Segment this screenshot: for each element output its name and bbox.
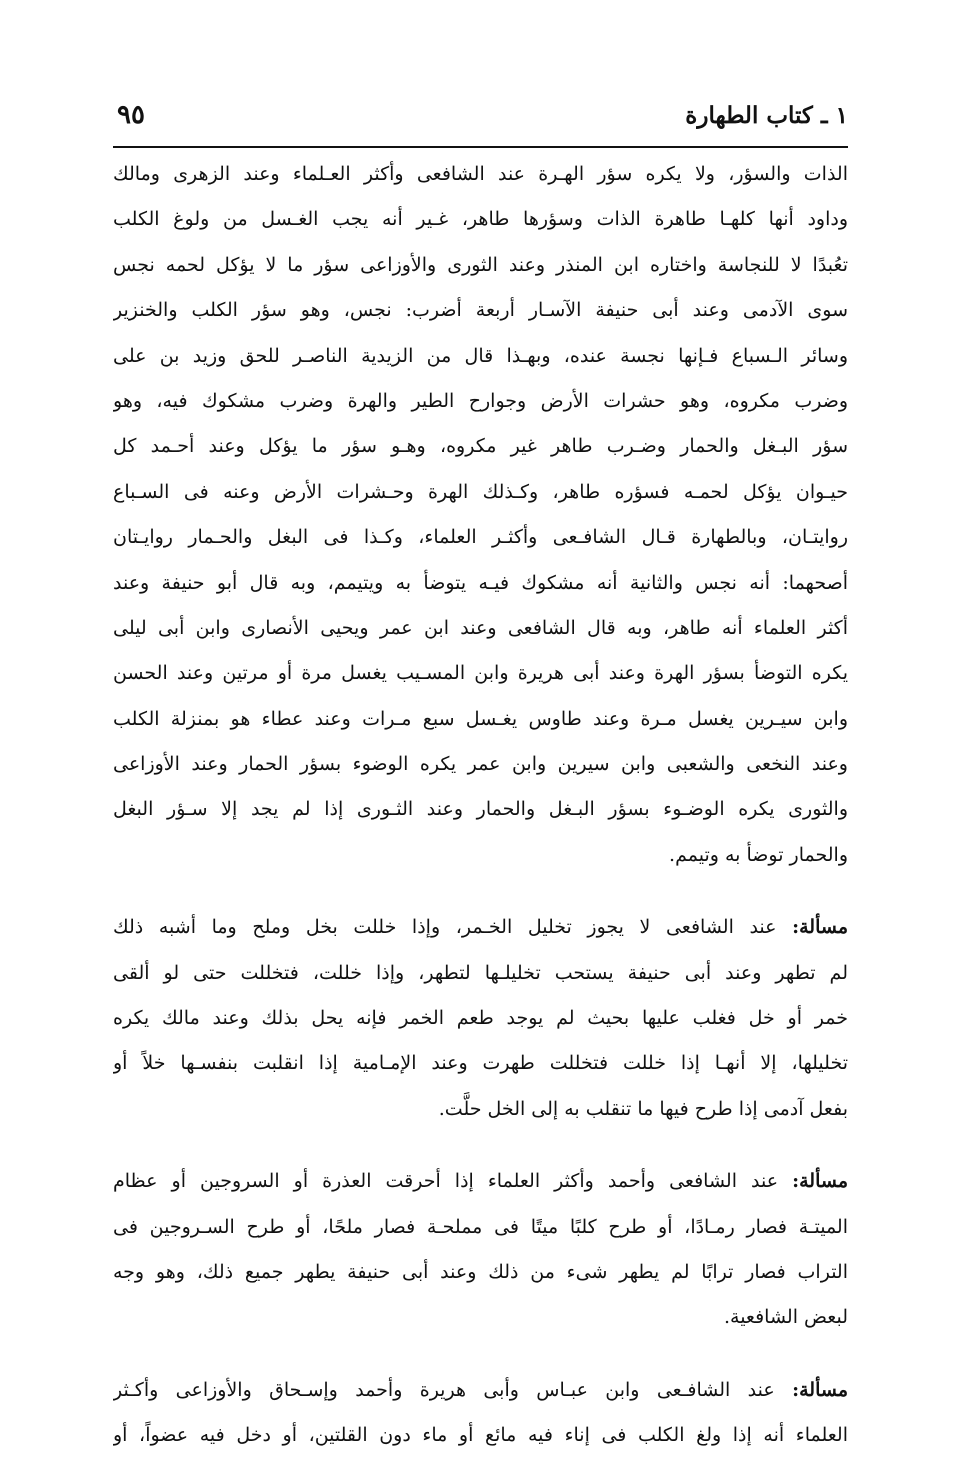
text-line: العلماء أنه إذا ولغ الكلب فى إناء فيه مائع أو ماء دون القلتين، أو دخل فيه عضواً، أو xyxy=(113,1424,848,1447)
paragraph-3 xyxy=(113,1159,848,1341)
text-line: الميتـة فصار رمـادًا، أو طرح كلبًا ميتًا فى مملحـة فصار ملحًا، أو طرح السـروجين فى xyxy=(113,1215,848,1238)
text-line xyxy=(113,1368,848,1413)
text-line: الذات والسؤر، ولا يكره سؤر الهـرة عند الشافعى وأكثر العـلماء وعند الزهرى ومالك xyxy=(113,163,848,185)
text-line: سوى الآدمى وعند أبى حنيفة الآسـار أربعة أضرب: نجس، وهو سؤر الكلب والخنزير xyxy=(113,299,848,322)
issue-label: مسألة: xyxy=(792,916,848,939)
paragraph-4 xyxy=(113,1368,848,1459)
text-line: حيـوان يؤكل لحمـه فسؤره طاهر، وكـذلك الهرة وحـشرات الأرض وعنه فى السـباع xyxy=(113,480,848,503)
header-rule xyxy=(113,146,848,148)
running-head: ١ ـ كتاب الطهارة xyxy=(685,102,848,129)
text-line: لم تطهر وعند أبى حنيفة يستحب تخليلـها لتطهر، وإذا خللت، فتخللت حتى لو ألقى xyxy=(113,961,848,984)
text-line: والحمار توضأ به وتيمم. xyxy=(669,843,848,866)
text-line: وسائر الـسباع فـإنها نجسة عنده، وبهـذا قال من الزيدية الناصـر للحق وزيد بن على xyxy=(113,344,848,367)
text-line: يكره التوضأ بسؤر الهرة وعند أبى هريرة وابن المسـيب يغسل مرة أو مرتين وعند الحسن xyxy=(113,662,848,685)
line-text: عند الشافعى لا يجوز تخليل الخـمر، وإذا خللت بخل وملح وما أشبه ذلك xyxy=(113,916,793,939)
text-line: والثورى يكره الوضـوء بسؤر البـغل والحمار وعند الثـورى إذا لم يجد إلا سـؤر البغل xyxy=(113,798,848,821)
text-line: روايتـان، وبالطهارة قـال الشافـعى وأكثـر العلماء، وكـذا فى البغل والحـمار روايـتان xyxy=(113,526,848,549)
text-line: تخليلها، إلا أنهـا إذا خللت فتخللت طهرت وعند الإمـامية إذا انقلبت بنفسـها خلاً أو xyxy=(113,1052,848,1075)
line-text: عند الشافـعى وابن عبـاس وأبى هريرة وأحمد وإسـحاق والأوزاعى وأكـثر xyxy=(113,1378,793,1401)
page-number: ٩٥ xyxy=(117,100,145,130)
page-header xyxy=(113,100,848,140)
text-line: بفعل آدمى إذا طرح فيها ما تنقلب به إلى الخل حلَّت. xyxy=(438,1097,848,1120)
text-line: لبعض الشافعية. xyxy=(723,1306,848,1329)
text-line: وضرب مكروه، وهو حشرات الأرض وجوارح الطير والهرة وضرب مشكوك فيه، وهو xyxy=(113,389,848,412)
text-line xyxy=(113,905,848,950)
text-line xyxy=(113,1159,848,1204)
text-line: وعند النخعى والشعبى وابن سيرين وابن عمر يكره الوضوء بسؤر الحمار وعند الأوزاعى xyxy=(113,753,848,776)
paragraph-gap xyxy=(113,1132,848,1159)
text-line: تعُبدًا لا للنجاسة واختاره ابن المنذر وعند الثورى والأوزاعى سؤر ما لا يؤكل لحمه نجس xyxy=(113,253,848,276)
paragraph-gap xyxy=(113,878,848,905)
issue-label: مسألة: xyxy=(792,1378,848,1401)
text-line: التراب فصار ترابًا لم يطهر شىء من ذلك وعند أبى حنيفة يطهر جميع ذلك، وهو وجه xyxy=(113,1260,848,1283)
text-line: وداود أنها كلهـا طاهرة الذات وسؤرها طاهر، غـير أنه يجب الغـسل من ولوغ الكلب xyxy=(113,208,848,231)
body-text xyxy=(113,152,848,1459)
text-line: سؤر البـغل والحمار وضـرب طاهر غير مكروه، وهـو سؤر ما يؤكل وعند أحـمد كل xyxy=(113,435,848,458)
text-line: أكثر العلماء أنه طاهر، وبه قال الشافعى وعند ابن عمر ويحيى الأنصارى وابن أبى ليلى xyxy=(113,616,848,639)
paragraph-1 xyxy=(113,152,848,878)
paragraph-2 xyxy=(113,905,848,1132)
paragraph-gap xyxy=(113,1341,848,1368)
text-line: أصحهما: أنه نجس والثانية أنه مشكوك فيـه يتوضأ به ويتيمم، وبه قال أبو حنيفة وعند xyxy=(113,571,848,594)
line-text: عند الشافعى وأحمد وأكثر العلماء إذا أحرقت العذرة أو السروجين أو عظام xyxy=(113,1170,793,1193)
issue-label: مسألة: xyxy=(792,1170,848,1193)
text-line: وابن سيـرين يغسل مـرة وعند طاوس يغـسل سبع مـرات وعند عطاء هو بمنزلة الكلب xyxy=(113,707,848,730)
text-line: خمر أو خل فغلب عليها بحيث لم يوجد طعم الخمر فإنه يحل بذلك وعند مالك يكره xyxy=(113,1007,848,1030)
